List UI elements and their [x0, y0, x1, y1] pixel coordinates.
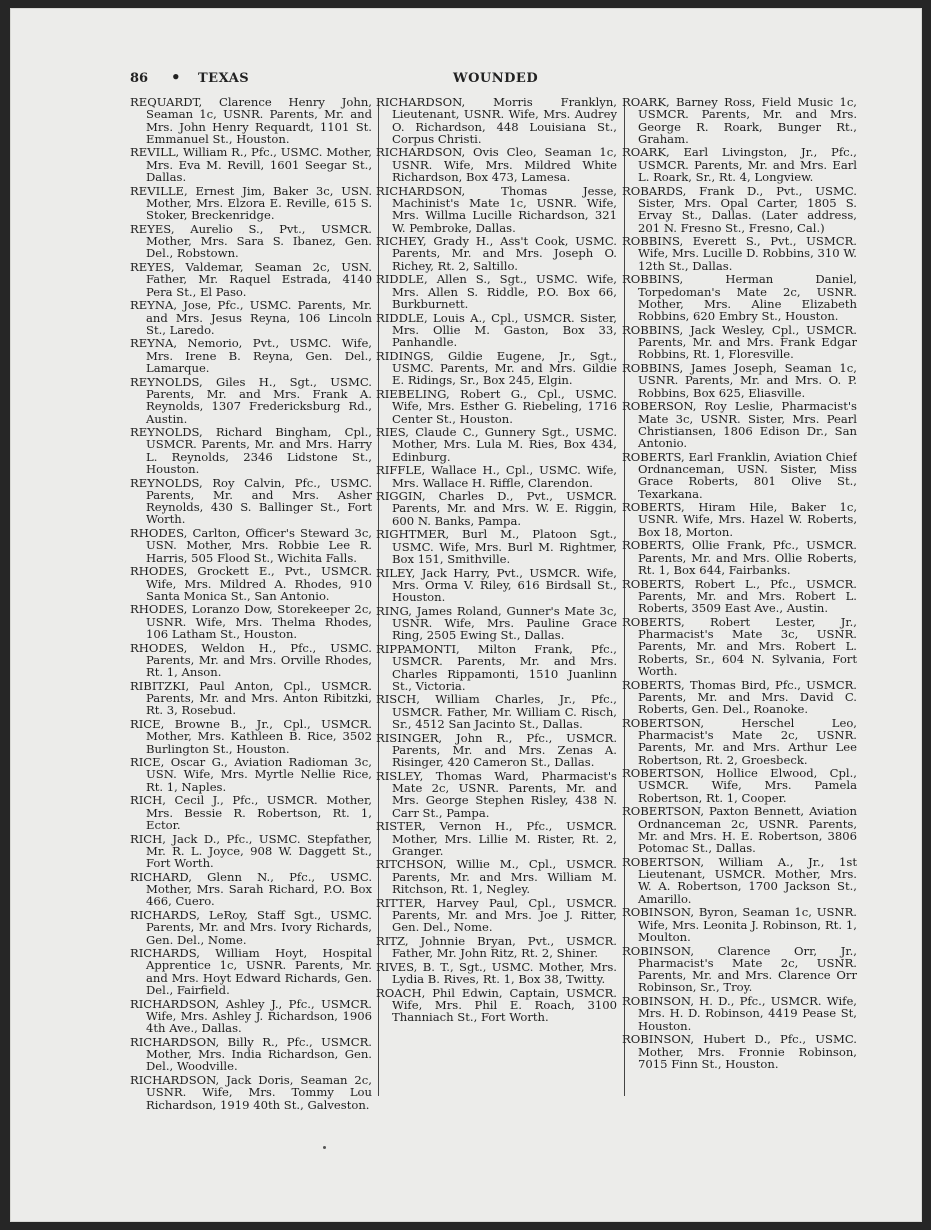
- roster-entry: RIGHTMER, Burl M., Platoon Sgt., USMC. Wife, Mrs. Burl M. Rightmer, Box 151, Smithville.: [376, 527, 617, 566]
- roster-entry: RIDDLE, Allen S., Sgt., USMC. Wife, Mrs. Allen S. Riddle, P.O. Box 66, Burkburnett.: [376, 272, 617, 311]
- roster-entry: RICH, Jack D., Pfc., USMC. Stepfather, Mr. R. L. Joyce, 908 W. Daggett St., Fort Worth.: [130, 831, 372, 871]
- roster-entry: RIFFLE, Wallace H., Cpl., USMC. Wife, Mrs. Wallace H. Riffle, Clarendon.: [376, 463, 617, 490]
- roster-entry: RIDINGS, Gildie Eugene, Jr., Sgt., USMC. Parents, Mr. and Mrs. Gildie E. Ridings, Sr., Box 245, Elgin.: [376, 348, 617, 388]
- roster-entry: REYNOLDS, Giles H., Sgt., USMC. Parents, Mr. and Mrs. Frank A. Reynolds, 1307 Fredericksburg Rd., Austin.: [130, 374, 372, 426]
- column-left: [130, 96, 372, 1126]
- roster-entry: ROBINSON, H. D., Pfc., USMCR. Wife, Mrs. H. D. Robinson, 4419 Pease St, Houston.: [622, 994, 857, 1033]
- page-header: [130, 68, 830, 91]
- roster-entry: RISLEY, Thomas Ward, Pharmacist's Mate 2c, USNR. Parents, Mr. and Mrs. George Stephen Risley, 438 N. Carr St., Pampa.: [376, 768, 617, 820]
- roster-entry: RIBITZKI, Paul Anton, Cpl., USMCR. Parents, Mr. and Mrs. Anton Ribitzki, Rt. 3, Rosebud.: [130, 678, 372, 718]
- roster-entry: RICHARDS, LeRoy, Staff Sgt., USMC. Parents, Mr. and Mrs. Ivory Richards, Gen. Del., Nome.: [130, 907, 372, 947]
- roster-entry: RHODES, Carlton, Officer's Steward 3c, USN. Mother, Mrs. Robbie Lee R. Harris, 505 Flood St., Wichita Falls.: [130, 526, 372, 565]
- roster-entry: ROBBINS, James Joseph, Seaman 1c, USNR. Parents, Mr. and Mrs. O. P. Robbins, Box 625, Eliasville.: [622, 361, 857, 400]
- roster-entry: REYNOLDS, Richard Bingham, Cpl., USMCR. Parents, Mr. and Mrs. Harry L. Reynolds, 2346 Lidstone St., Houston.: [130, 425, 372, 476]
- column-middle: [376, 96, 617, 1126]
- roster-entry: RICHARDSON, Thomas Jesse, Machinist's Mate 1c, USNR. Wife, Mrs. Willma Lucille Richardson, 321 W. Pembroke, Dallas.: [376, 183, 617, 235]
- roster-entry: ROBERTSON, Hollice Elwood, Cpl., USMCR. Wife, Mrs. Pamela Robertson, Rt. 1, Cooper.: [622, 766, 857, 805]
- roster-entry: ROACH, Phil Edwin, Captain, USMCR. Wife, Mrs. Phil E. Roach, 3100 Thanniach St., Fort Worth.: [376, 985, 617, 1025]
- roster-entry: RICHARDSON, Ashley J., Pfc., USMCR. Wife, Mrs. Ashley J. Richardson, 1906 4th Ave., Dallas.: [130, 996, 372, 1036]
- roster-entry: ROBERTS, Robert Lester, Jr., Pharmacist's Mate 3c, USNR. Parents, Mr. and Mrs. Robert L. Roberts, Sr., 604 N. Sylvania, Fort Worth.: [622, 614, 857, 678]
- roster-entry: RICHARDSON, Ovis Cleo, Seaman 1c, USNR. Wife, Mrs. Mildred White Richardson, Box 473, Lamesa.: [376, 145, 617, 185]
- roster-entry: ROARK, Barney Ross, Field Music 1c, USMCR. Parents, Mr. and Mrs. George R. Roark, Bunger Rt., Graham.: [622, 96, 857, 146]
- state-heading: TEXAS: [198, 71, 250, 86]
- roster-entry: ROBINSON, Byron, Seaman 1c, USNR. Wife, Mrs. Leonita J. Robinson, Rt. 1, Moulton.: [622, 905, 857, 944]
- roster-entry: RILEY, Jack Harry, Pvt., USMCR. Wife, Mrs. Orma V. Riley, 616 Birdsall St., Houston.: [376, 565, 617, 605]
- roster-entry: RISTER, Vernon H., Pfc., USMCR. Mother, Mrs. Lillie M. Rister, Rt. 2, Granger.: [376, 819, 617, 858]
- column-right: [622, 96, 857, 1126]
- roster-entry: RICH, Cecil J., Pfc., USMCR. Mother, Mrs. Bessie R. Robertson, Rt. 1, Ector.: [130, 793, 372, 832]
- roster-entry: REVILL, William R., Pfc., USMC. Mother, Mrs. Eva M. Revill, 1601 Seegar St., Dallas.: [130, 145, 372, 185]
- roster-entry: RICHARDS, William Hoyt, Hospital Apprentice 1c, USNR. Parents, Mr. and Mrs. Hoyt Edward Richards, Gen. Del., Fairfield.: [130, 946, 372, 998]
- roster-entry: RISINGER, John R., Pfc., USMCR. Parents, Mr. and Mrs. Zenas A. Risinger, 420 Cameron St., Dallas.: [376, 730, 617, 770]
- roster-entry: ROBBINS, Everett S., Pvt., USMCR. Wife, Mrs. Lucille D. Robbins, 310 W. 12th St., Dallas.: [622, 234, 857, 273]
- roster-entry: RICHEY, Grady H., Ass't Cook, USMC. Parents, Mr. and Mrs. Joseph O. Richey, Rt. 2, Saltillo.: [376, 234, 617, 273]
- roster-entry: RITZ, Johnnie Bryan, Pvt., USMCR. Father, Mr. John Ritz, Rt. 2, Shiner.: [376, 933, 617, 961]
- roster-entry: RIVES, B. T., Sgt., USMC. Mother, Mrs. Lydia B. Rives, Rt. 1, Box 38, Twitty.: [376, 959, 617, 987]
- roster-entry: RICE, Browne B., Jr., Cpl., USMCR. Mother, Mrs. Kathleen B. Rice, 3502 Burlington St., Houston.: [130, 717, 372, 756]
- roster-entry: RHODES, Weldon H., Pfc., USMC. Parents, Mr. and Mrs. Orville Rhodes, Rt. 1, Anson.: [130, 640, 372, 680]
- roster-entry: RIPPAMONTI, Milton Frank, Pfc., USMCR. Parents, Mr. and Mrs. Charles Rippamonti, 1510 Juanlinn St., Victoria.: [376, 641, 617, 693]
- roster-entry: RIEBELING, Robert G., Cpl., USMC. Wife, Mrs. Esther G. Riebeling, 1716 Center St., Houston.: [376, 386, 617, 426]
- roster-entry: ROBBINS, Herman Daniel, Torpedoman's Mate 2c, USNR. Mother, Mrs. Aline Elizabeth Robbins, 620 Embry St., Houston.: [622, 272, 857, 324]
- roster-entry: REYES, Aurelio S., Pvt., USMCR. Mother, Mrs. Sara S. Ibanez, Gen. Del., Robstown.: [130, 221, 372, 261]
- roster-entry: RIES, Claude C., Gunnery Sgt., USMC. Mother, Mrs. Lula M. Ries, Box 434, Edinburg.: [376, 425, 617, 464]
- roster-entry: REYES, Valdemar, Seaman 2c, USN. Father, Mr. Raquel Estrada, 4140 Pera St., El Paso.: [130, 260, 372, 299]
- roster-entry: RIDDLE, Louis A., Cpl., USMCR. Sister, Mrs. Ollie M. Gaston, Box 33, Panhandle.: [376, 310, 617, 350]
- page-mark: [323, 1146, 326, 1149]
- roster-entry: RING, James Roland, Gunner's Mate 3c, USNR. Wife, Mrs. Pauline Grace Ring, 2505 Ewing St., Dallas.: [376, 603, 617, 643]
- roster-entry: ROBERTS, Thomas Bird, Pfc., USMCR. Parents, Mr. and Mrs. David C. Roberts, Gen. Del., Roanoke.: [622, 677, 857, 717]
- roster-entry: RICHARDSON, Jack Doris, Seaman 2c, USNR. Wife, Mrs. Tommy Lou Richardson, 1919 40th St., Galveston.: [130, 1072, 372, 1112]
- roster-entry: ROBERTSON, William A., Jr., 1st Lieutenant, USMCR. Mother, Mrs. W. A. Robertson, 1700 Jackson St., Amarillo.: [622, 854, 857, 906]
- roster-entry: REYNOLDS, Roy Calvin, Pfc., USMC. Parents, Mr. and Mrs. Asher Reynolds, 430 S. Ballinger St., Fort Worth.: [130, 475, 372, 527]
- bullet-separator: •: [171, 68, 181, 86]
- roster-entry: ROBERTSON, Herschel Leo, Pharmacist's Mate 2c, USNR. Parents, Mr. and Mrs. Arthur Lee Robertson, Rt. 2, Groesbeck.: [622, 715, 857, 767]
- roster-entry: RIGGIN, Charles D., Pvt., USMCR. Parents, Mr. and Mrs. W. E. Riggin, 600 N. Banks, Pampa.: [376, 489, 617, 528]
- roster-entry: REQUARDT, Clarence Henry John, Seaman 1c, USNR. Parents, Mr. and Mrs. John Henry Requardt, 1101 St. Emmanuel St., Houston.: [130, 96, 372, 146]
- roster-entry: REYNA, Jose, Pfc., USMC. Parents, Mr. and Mrs. Jesus Reyna, 106 Lincoln St., Laredo.: [130, 298, 372, 337]
- roster-entry: ROBINSON, Hubert D., Pfc., USMC. Mother, Mrs. Fronnie Robinson, 7015 Finn St., Houston.: [622, 1032, 857, 1071]
- roster-entry: RICHARDSON, Morris Franklyn, Lieutenant, USNR. Wife, Mrs. Audrey O. Richardson, 448 Louisiana St., Corpus Christi.: [376, 96, 617, 146]
- roster-entry: REVILLE, Ernest Jim, Baker 3c, USN. Mother, Mrs. Elzora E. Reville, 615 S. Stoker, Breckenridge.: [130, 183, 372, 223]
- section-heading: WOUNDED: [453, 71, 539, 86]
- roster-entry: REYNA, Nemorio, Pvt., USMC. Wife, Mrs. Irene B. Reyna, Gen. Del., Lamarque.: [130, 336, 372, 376]
- roster-entry: ROBERTS, Hiram Hile, Baker 1c, USNR. Wife, Mrs. Hazel W. Roberts, Box 18, Morton.: [622, 500, 857, 539]
- roster-entry: RHODES, Grockett E., Pvt., USMCR. Wife, Mrs. Mildred A. Rhodes, 910 Santa Monica St., San Antonio.: [130, 564, 372, 603]
- roster-entry: ROBERSON, Roy Leslie, Pharmacist's Mate 3c, USNR. Sister, Mrs. Pearl Christiansen, 1806 Edison Dr., San Antonio.: [622, 399, 857, 451]
- roster-entry: RISCH, William Charles, Jr., Pfc., USMCR. Father, Mr. William C. Risch, Sr., 4512 San Jacinto St., Dallas.: [376, 692, 617, 731]
- document-page: [10, 8, 922, 1222]
- roster-entry: RICE, Oscar G., Aviation Radioman 3c, USN. Wife, Mrs. Myrtle Nellie Rice, Rt. 1, Naples.: [130, 755, 372, 794]
- roster-entry: RICHARD, Glenn N., Pfc., USMC. Mother, Mrs. Sarah Richard, P.O. Box 466, Cuero.: [130, 869, 372, 909]
- roster-entry: RITTER, Harvey Paul, Cpl., USMCR. Parents, Mr. and Mrs. Joe J. Ritter, Gen. Del., Nome.: [376, 895, 617, 935]
- roster-entry: RITCHSON, Willie M., Cpl., USMCR. Parents, Mr. and Mrs. William M. Ritchson, Rt. 1, Negley.: [376, 857, 617, 897]
- roster-entry: ROBERTS, Earl Franklin, Aviation Chief Ordnanceman, USN. Sister, Miss Grace Roberts, 801 Olive St., Texarkana.: [622, 449, 857, 501]
- roster-entry: ROARK, Earl Livingston, Jr., Pfc., USMCR. Parents, Mr. and Mrs. Earl L. Roark, Sr., Rt. 4, Longview.: [622, 145, 857, 185]
- roster-entry: ROBARDS, Frank D., Pvt., USMC. Sister, Mrs. Opal Carter, 1805 S. Ervay St., Dallas. (Later address, 201 N. Fresno St., Fresno, Cal.): [622, 183, 857, 235]
- roster-entry: RICHARDSON, Billy R., Pfc., USMCR. Mother, Mrs. India Richardson, Gen. Del., Woodville.: [130, 1034, 372, 1074]
- roster-entry: ROBBINS, Jack Wesley, Cpl., USMCR. Parents, Mr. and Mrs. Frank Edgar Robbins, Rt. 1, Floresville.: [622, 322, 857, 362]
- roster-entry: ROBERTS, Ollie Frank, Pfc., USMCR. Parents, Mr. and Mrs. Ollie Roberts, Rt. 1, Box 644, Fairbanks.: [622, 538, 857, 577]
- roster-entry: ROBERTS, Robert L., Pfc., USMCR. Parents, Mr. and Mrs. Robert L. Roberts, 3509 East Ave., Austin.: [622, 576, 857, 616]
- roster-entry: ROBINSON, Clarence Orr, Jr., Pharmacist's Mate 2c, USNR. Parents, Mr. and Mrs. Clarence Orr Robinson, Sr., Troy.: [622, 943, 857, 995]
- page-number: 86: [130, 71, 149, 86]
- roster-entry: ROBERTSON, Paxton Bennett, Aviation Ordnanceman 2c, USNR. Parents, Mr. and Mrs. H. E. Robertson, 3806 Potomac St., Dallas.: [622, 804, 857, 856]
- roster-entry: RHODES, Loranzo Dow, Storekeeper 2c, USNR. Wife, Mrs. Thelma Rhodes, 106 Latham St., Houston.: [130, 602, 372, 642]
